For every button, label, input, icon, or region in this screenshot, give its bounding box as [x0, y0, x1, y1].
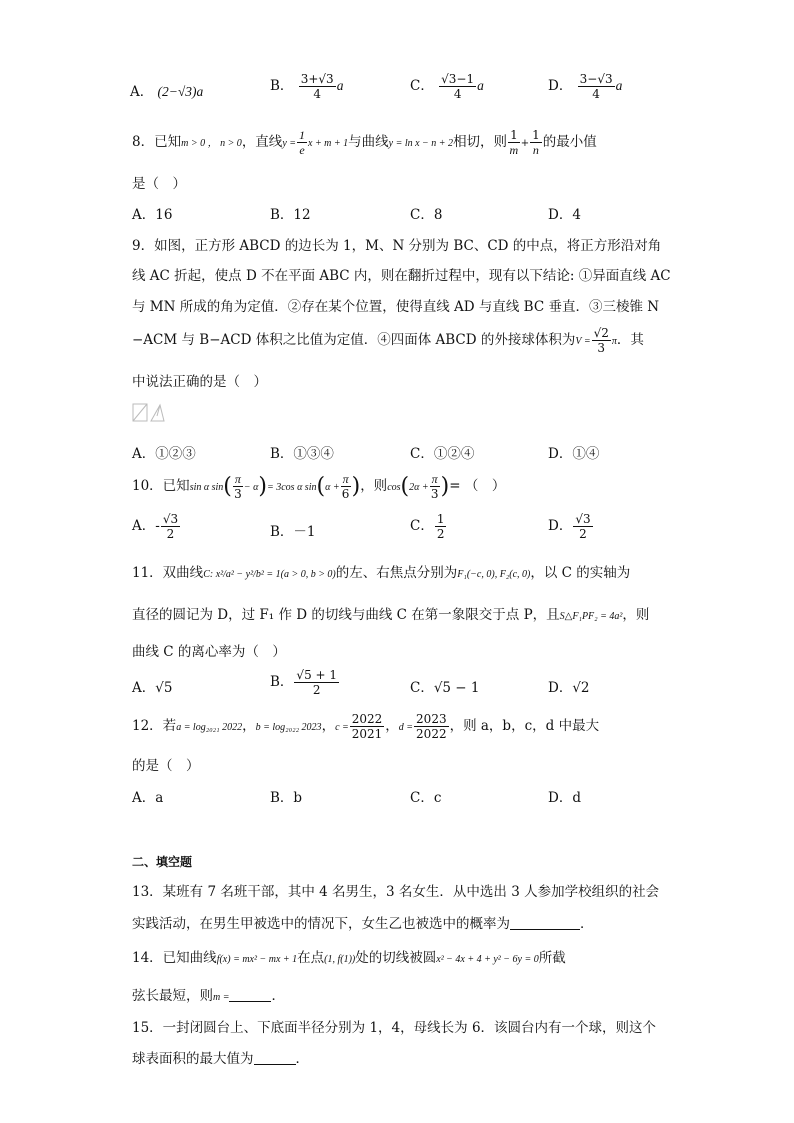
q9-stem-line4: −ACM 与 B−ACD 体积之比值为定值．④四面体 ABCD 的外接球体积为V = $\frac{√2}{3}$ π．其 — [132, 326, 644, 355]
fraction: $\frac{√3-1}{4}$ — [441, 72, 475, 101]
answer-blank[interactable] — [254, 1052, 296, 1065]
fraction: $\frac{1}{n}$ — [532, 128, 540, 157]
q7-option-c[interactable]: C． $\frac{√3-1}{4}$ a — [410, 72, 484, 101]
q8-option-a[interactable]: A．16 — [132, 207, 173, 223]
q11-option-c[interactable]: C．√5 − 1 — [410, 680, 480, 696]
q10-stem: 10．已知sin α sin( $\frac{\pi}{3}$ − α)= 3cos α sin(α + $\frac{\pi}{6}$ )，则cos(2α + $\frac{\pi}{3}$ )= （ ） — [132, 472, 506, 501]
fraction: $\frac{1}{2}$ — [436, 512, 445, 541]
fraction: $\frac{2022}{2021}$ — [351, 712, 383, 741]
answer-blank[interactable] — [510, 917, 580, 930]
fraction: $\frac{\pi}{3}$ — [430, 472, 439, 501]
q9-option-c[interactable]: C．①②④ — [410, 446, 475, 462]
fraction: $\frac{√3}{2}$ — [162, 512, 179, 541]
fraction: $\frac{\pi}{3}$ — [234, 472, 242, 501]
fraction: $\frac{√5 + 1}{2}$ — [296, 668, 338, 697]
q9-figure — [132, 402, 172, 430]
q9-stem-line5: 中说法正确的是（ ） — [132, 374, 267, 390]
q10-option-c[interactable]: C． $\frac{1}{2}$ — [410, 512, 445, 541]
section-heading: 二、填空题 — [132, 855, 193, 869]
answer-blank[interactable] — [229, 989, 271, 1002]
q11-stem-line1: 11．双曲线C: x²/a² − y²/b² = 1(a > 0, b > 0)的左、右焦点分别为F₁(−c, 0), F₂(c, 0)，以 C 的实轴为 — [132, 565, 631, 581]
fraction: $\frac{3-√3}{4}$ — [579, 72, 613, 101]
q10-option-b[interactable]: B．－1 — [270, 524, 316, 540]
q9-stem-line2: 线 AC 折起，使点 D 不在平面 ABC 内，则在翻折过程中，现有以下结论: ①异面直线 AC — [132, 268, 671, 284]
q9-option-b[interactable]: B．①③④ — [270, 446, 334, 462]
q14-stem-line2: 弦长最短，则m = ． — [132, 988, 285, 1004]
q14-stem-line1: 14．已知曲线f(x) = mx² − mx + 1在点(1, f(1))处的切线被圆x² − 4x + 4 + y² − 6y = 0所截 — [132, 950, 566, 966]
q11-option-d[interactable]: D．√2 — [548, 680, 590, 696]
fraction: $\frac{√3}{2}$ — [575, 512, 591, 541]
q9-stem-line1: 9．如图，正方形 ABCD 的边长为 1，M、N 分别为 BC、CD 的中点，将正方形沿对角 — [132, 238, 662, 254]
q8-option-d[interactable]: D．4 — [548, 207, 581, 223]
q13-stem-line2: 实践活动，在男生甲被选中的情况下，女生乙也被选中的概率为 ． — [132, 916, 594, 932]
q11-stem-line2: 直径的圆记为 D，过 F₁ 作 D 的切线与曲线 C 在第一象限交于点 P，且S△F₁PF₂ = 4a²，则 — [132, 607, 650, 623]
q9-option-d[interactable]: D．①④ — [548, 446, 600, 462]
fraction: $\frac{\pi}{6}$ — [341, 472, 350, 501]
q12-stem-line2: 的是（ ） — [132, 758, 200, 774]
q12-stem: 12．若a = log₂₀₂₁ 2022，b = log₂₀₂₂ 2023，c = $\frac{2022}{2021}$ ，d = $\frac{2023}{2022}$ ，则 a，b，c，d 中最大 — [132, 712, 600, 741]
q8-option-c[interactable]: C．8 — [410, 207, 443, 223]
q12-option-a[interactable]: A．a — [132, 790, 164, 806]
q10-option-d[interactable]: D． $\frac{√3}{2}$ — [548, 512, 591, 541]
q12-option-b[interactable]: B．b — [270, 790, 303, 806]
option-label: D． — [548, 78, 573, 94]
q8-stem-line2: 是（ ） — [132, 176, 186, 192]
option-expr: (2−√3)a — [157, 84, 204, 99]
q8-stem: 8．已知m > 0 ， n > 0，直线y = $\frac{1}{e}$ x + m + 1与曲线y = ln x − n + 2相切，则 $\frac{1}{m}$ + $\frac{1}{n}$ 的最小值 — [132, 128, 597, 157]
fraction: $\frac{√2}{3}$ — [593, 326, 609, 355]
q15-stem-line1: 15．一封闭圆台上、下底面半径分别为 1，4，母线长为 6．该圆台内有一个球，则这个 — [132, 1020, 657, 1036]
fraction: $\frac{3+√3}{4}$ — [300, 72, 334, 101]
fraction: $\frac{2023}{2022}$ — [416, 712, 447, 741]
q13-stem-line1: 13．某班有 7 名班干部，其中 4 名男生，3 名女生．从中选出 3 人参加学校组织的社会 — [132, 884, 660, 900]
option-label: C． — [410, 78, 434, 94]
q15-stem-line2: 球表面积的最大值为 ． — [132, 1051, 309, 1067]
q9-option-a[interactable]: A．①②③ — [132, 446, 196, 462]
q7-option-a[interactable] — [130, 80, 203, 100]
q8-option-b[interactable]: B．12 — [270, 207, 311, 223]
option-label: A． — [130, 84, 154, 100]
q7-option-b[interactable]: B． $\frac{3+√3}{4}$ a — [270, 72, 344, 101]
q7-option-d[interactable]: D． $\frac{3-√3}{4}$ a — [548, 72, 623, 101]
q11-option-b[interactable]: B． $\frac{√5 + 1}{2}$ — [270, 668, 338, 697]
q12-option-c[interactable]: C．c — [410, 790, 442, 806]
q11-stem-line3: 曲线 C 的离心率为（ ） — [132, 644, 286, 660]
fraction: $\frac{1}{e}$ — [299, 128, 305, 157]
q11-option-a[interactable]: A．√5 — [132, 680, 173, 696]
q10-option-a[interactable]: A．- $\frac{√3}{2}$ — [132, 512, 179, 541]
option-label: B． — [270, 78, 294, 94]
fraction: $\frac{1}{m}$ — [509, 128, 519, 157]
q9-stem-line3: 与 MN 所成的角为定值．②存在某个位置，使得直线 AD 与直线 BC 垂直．③三棱锥 N — [132, 299, 660, 315]
q12-option-d[interactable]: D．d — [548, 790, 581, 806]
